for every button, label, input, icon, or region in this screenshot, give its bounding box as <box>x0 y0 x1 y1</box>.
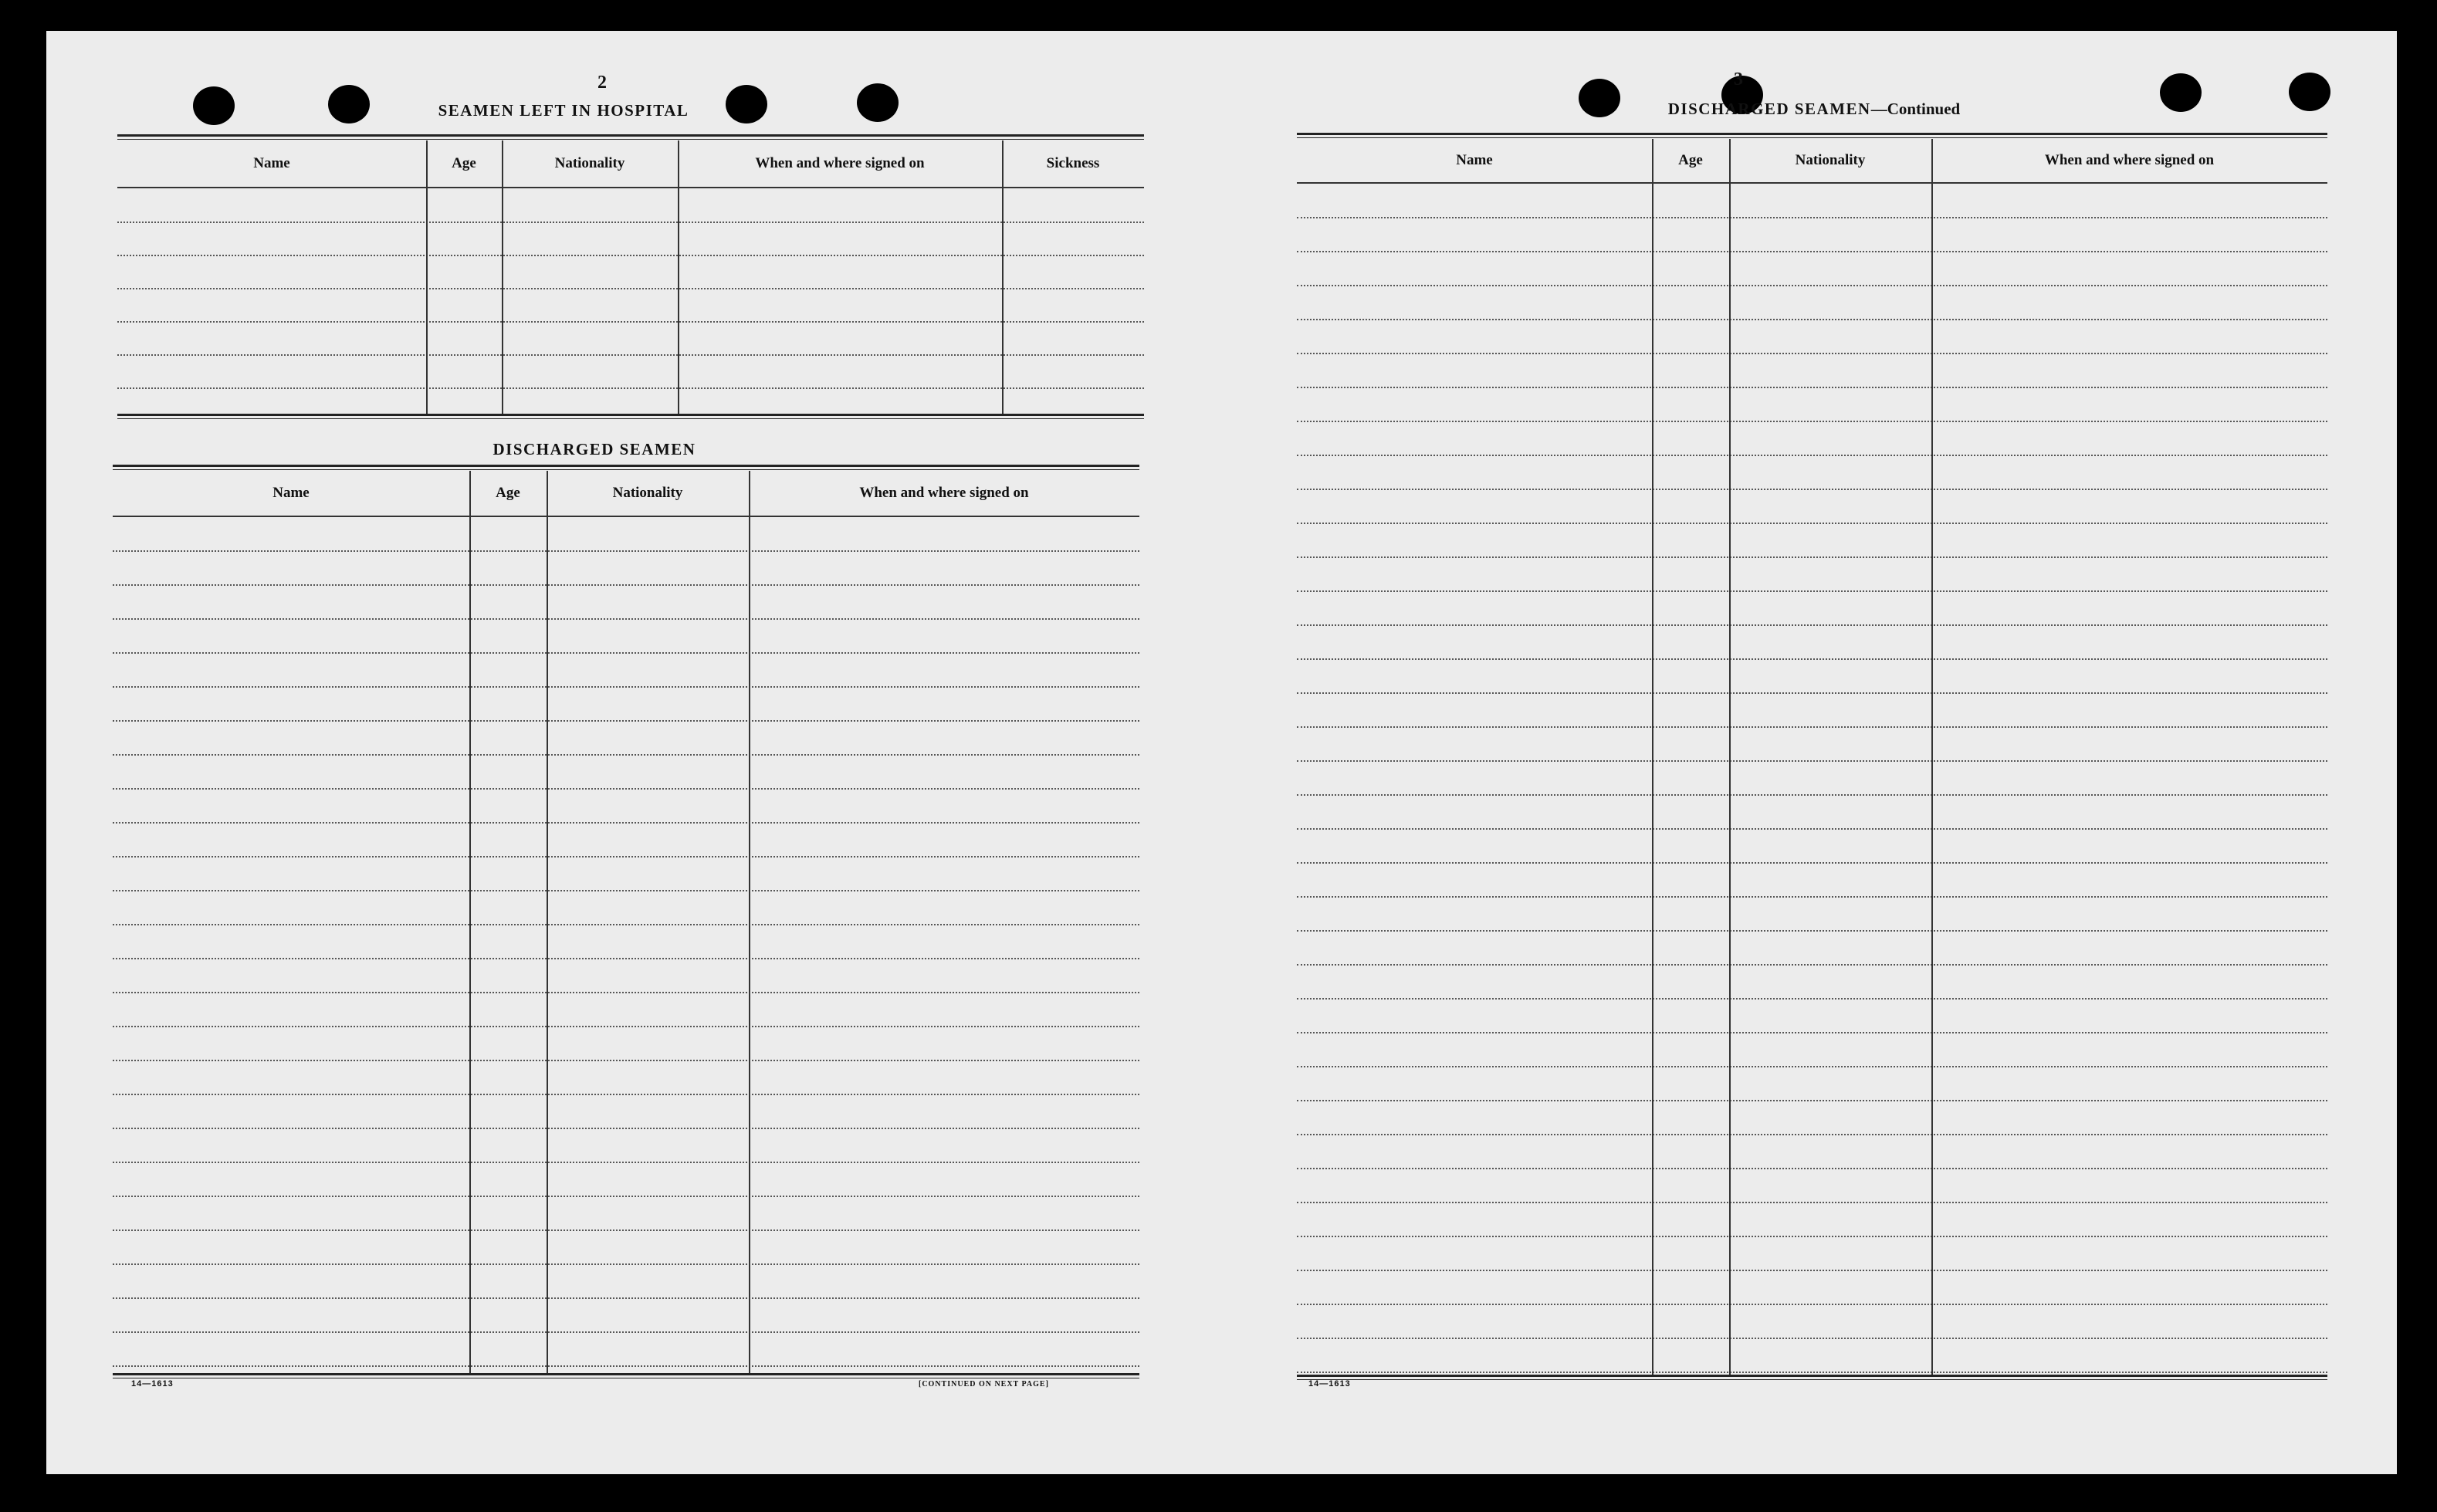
table-header <box>117 140 1144 188</box>
title-suffix: —Continued <box>1870 100 1961 118</box>
col-header-signed-on: When and where signed on <box>859 485 1029 501</box>
table-row <box>117 222 1144 223</box>
column-divider <box>1002 140 1004 414</box>
table-row <box>113 1128 1139 1129</box>
table-row <box>113 1196 1139 1197</box>
table-row <box>113 1297 1139 1299</box>
column-divider <box>1729 139 1731 1375</box>
col-header-sickness: Sickness <box>1046 155 1100 171</box>
form-number: 14—1613 <box>1308 1379 1351 1389</box>
title-text: DISCHARGED SEAMEN <box>1667 100 1871 118</box>
table-row <box>113 584 1139 586</box>
table-row <box>1297 1236 2327 1237</box>
table-row <box>113 686 1139 688</box>
table-row <box>117 354 1144 356</box>
punch-hole <box>857 83 899 122</box>
right-page <box>1235 31 2397 1474</box>
table-row <box>113 1060 1139 1061</box>
table-row <box>1297 1168 2327 1169</box>
col-header-nationality: Nationality <box>1795 152 1866 168</box>
col-header-signed-on: When and where signed on <box>755 155 925 171</box>
punch-hole <box>2289 73 2330 111</box>
table-row <box>1297 692 2327 694</box>
column-divider <box>1931 139 1933 1375</box>
left-page <box>46 31 1196 1474</box>
table-row <box>117 321 1144 323</box>
table-row <box>1297 556 2327 558</box>
column-divider <box>502 140 503 414</box>
table-top-rule <box>113 465 1139 467</box>
table-row <box>117 387 1144 389</box>
col-header-name: Name <box>253 155 290 171</box>
table-row <box>113 1026 1139 1027</box>
table-row <box>1297 1270 2327 1271</box>
table-row <box>1297 896 2327 898</box>
table-row <box>1297 387 2327 388</box>
table-row <box>113 1094 1139 1095</box>
table-bottom-rule <box>113 1373 1139 1375</box>
table-row <box>117 255 1144 256</box>
col-header-name: Name <box>1456 152 1493 168</box>
table-row <box>113 652 1139 654</box>
form-number: 14—1613 <box>131 1379 174 1389</box>
table-row <box>1297 760 2327 762</box>
table-row <box>1297 624 2327 626</box>
table-row <box>1297 319 2327 320</box>
col-header-age: Age <box>1678 152 1703 168</box>
table-row <box>113 1331 1139 1333</box>
table-row <box>1297 353 2327 354</box>
table-top-rule <box>1297 133 2327 135</box>
table-row <box>113 890 1139 891</box>
table-row <box>113 788 1139 790</box>
continued-note: [CONTINUED ON NEXT PAGE] <box>919 1380 1049 1389</box>
table-row <box>1297 1134 2327 1135</box>
table-row <box>1297 828 2327 830</box>
column-divider <box>749 471 750 1374</box>
table-row <box>113 822 1139 824</box>
col-header-nationality: Nationality <box>612 485 683 501</box>
col-header-signed-on: When and where signed on <box>2044 152 2215 168</box>
col-header-nationality: Nationality <box>554 155 625 171</box>
table-row <box>117 288 1144 289</box>
table-top-rule <box>117 134 1144 137</box>
col-header-age: Age <box>452 155 476 171</box>
table-row <box>1297 1304 2327 1305</box>
table-row <box>113 1365 1139 1367</box>
column-divider <box>426 140 428 414</box>
table-row <box>113 754 1139 756</box>
table-row <box>1297 421 2327 422</box>
column-divider <box>547 471 548 1374</box>
table-row <box>1297 590 2327 592</box>
table-row <box>1297 794 2327 796</box>
table-row <box>1297 1066 2327 1067</box>
section-title-discharged-continued <box>1598 100 2030 119</box>
table-row <box>1297 455 2327 456</box>
table-row <box>1297 285 2327 286</box>
column-divider <box>1652 139 1653 1375</box>
table-row <box>113 618 1139 620</box>
table-row <box>113 958 1139 959</box>
table-bottom-rule <box>117 414 1144 416</box>
table-row <box>1297 489 2327 490</box>
table-row <box>1297 862 2327 864</box>
table-header <box>113 471 1139 517</box>
table-row <box>1297 1100 2327 1101</box>
column-divider <box>469 471 471 1374</box>
table-row <box>113 720 1139 722</box>
table-row <box>113 1230 1139 1231</box>
hospital-table <box>117 134 1144 420</box>
page-number: 2 <box>597 73 607 93</box>
table-row <box>113 1162 1139 1163</box>
table-row <box>1297 217 2327 218</box>
table-row <box>113 924 1139 925</box>
table-row <box>1297 1202 2327 1203</box>
discharged-continued-table <box>1297 133 2327 1377</box>
punch-hole <box>2160 73 2202 112</box>
column-divider <box>678 140 679 414</box>
ledger-sheet <box>46 31 2397 1474</box>
discharged-table <box>113 465 1139 1375</box>
table-row <box>1297 523 2327 524</box>
table-row <box>1297 1338 2327 1339</box>
table-row <box>113 856 1139 857</box>
table-header <box>1297 139 2327 184</box>
table-row <box>113 992 1139 993</box>
table-row <box>1297 1372 2327 1373</box>
col-header-age: Age <box>496 485 520 501</box>
section-title-discharged: DISCHARGED SEAMEN <box>492 440 696 458</box>
table-row <box>113 1263 1139 1265</box>
table-row <box>1297 726 2327 728</box>
section-title-hospital: SEAMEN LEFT IN HOSPITAL <box>438 101 689 120</box>
table-row <box>1297 964 2327 966</box>
table-row <box>1297 251 2327 252</box>
table-row <box>1297 1032 2327 1033</box>
table-row <box>1297 658 2327 660</box>
punch-hole <box>193 86 235 125</box>
table-row <box>113 550 1139 552</box>
col-header-name: Name <box>272 485 310 501</box>
table-row <box>1297 930 2327 932</box>
page-number: 3 <box>1734 69 1743 90</box>
table-bottom-rule <box>1297 1375 2327 1377</box>
table-row <box>1297 998 2327 1000</box>
